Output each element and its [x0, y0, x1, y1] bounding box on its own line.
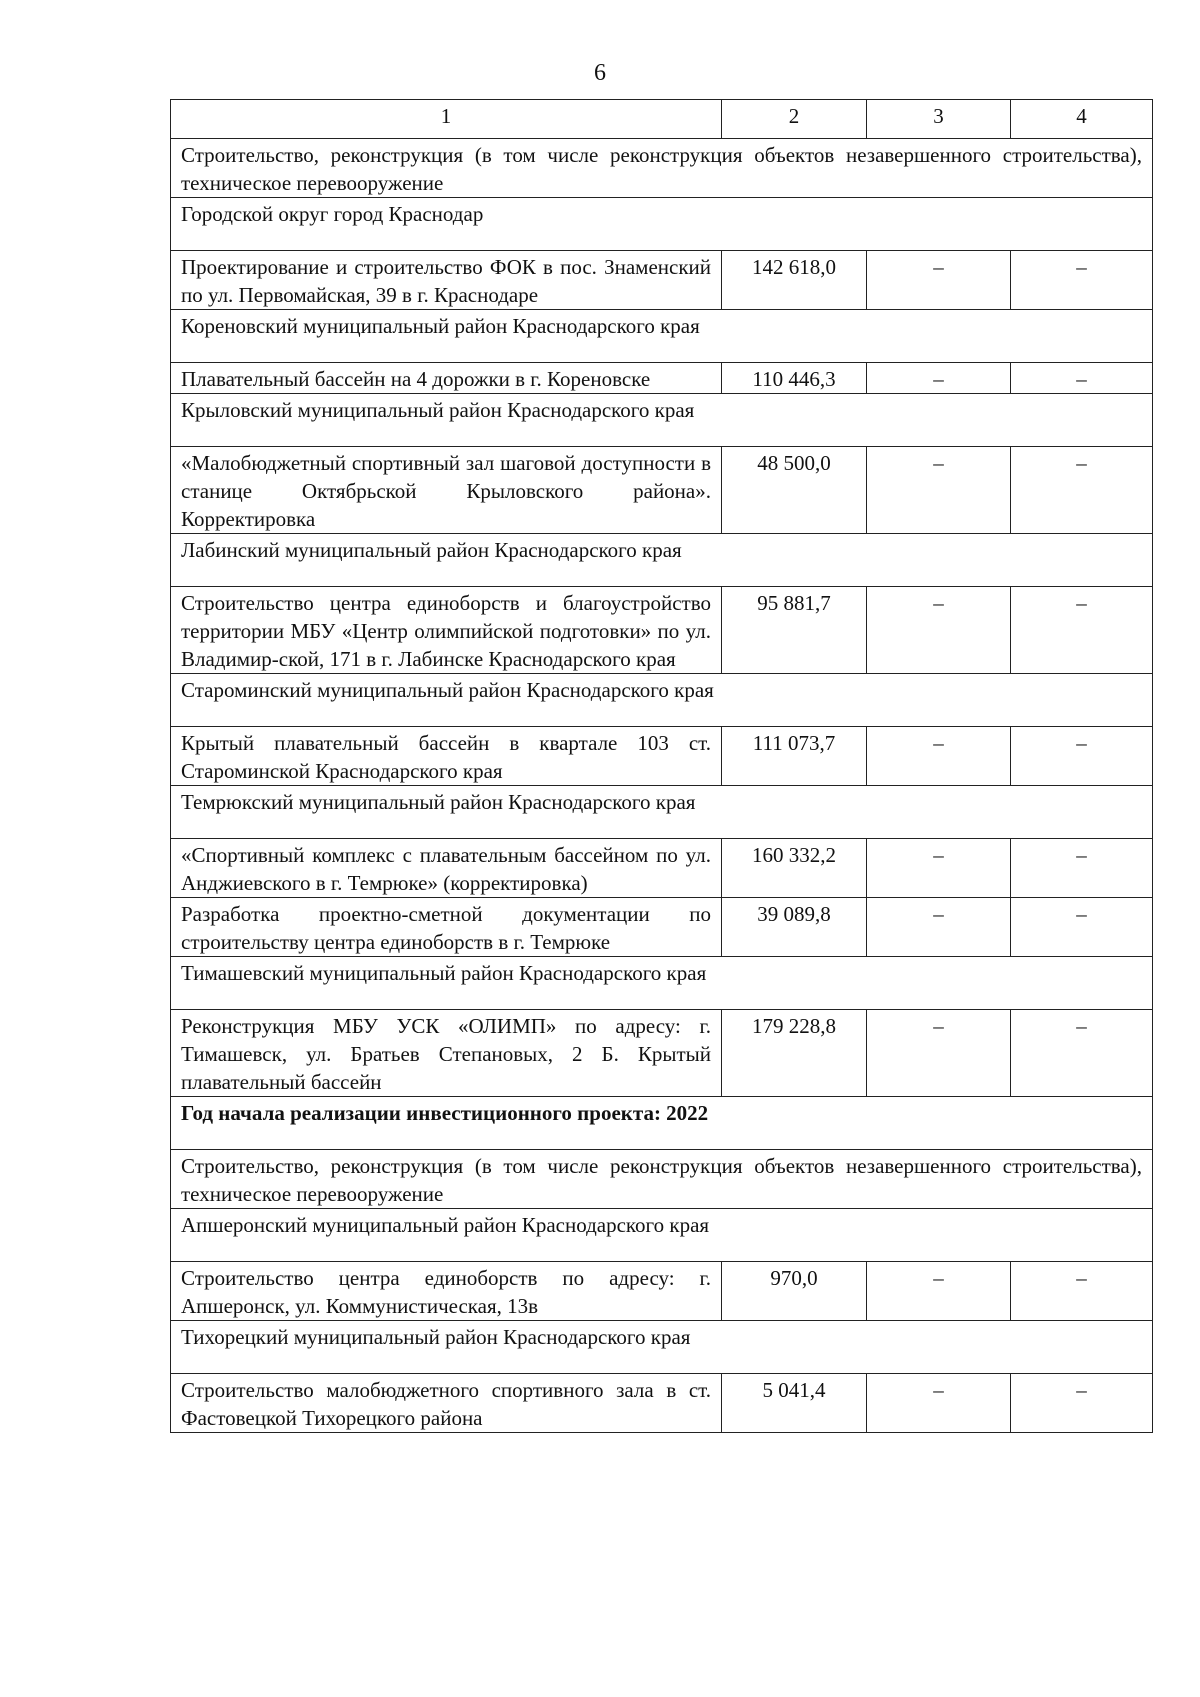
project-amount: 39 089,8 — [722, 898, 867, 957]
project-col4: – — [1011, 1010, 1153, 1097]
column-header-2: 2 — [722, 100, 867, 139]
district-row — [171, 1321, 1153, 1374]
district-title: Тихорецкий муниципальный район Краснодарского края — [171, 1321, 1153, 1374]
column-header-3: 3 — [867, 100, 1011, 139]
district-title: Кореновский муниципальный район Краснодарского края — [171, 310, 1153, 363]
project-row — [171, 1262, 1153, 1321]
project-amount: 111 073,7 — [722, 727, 867, 786]
project-col3: – — [867, 447, 1011, 534]
project-row — [171, 1010, 1153, 1097]
district-title: Крыловский муниципальный район Краснодарского края — [171, 394, 1153, 447]
project-col3: – — [867, 251, 1011, 310]
district-row — [171, 957, 1153, 1010]
project-name: Реконструкция МБУ УСК «ОЛИМП» по адресу: г. Тимашевск, ул. Братьев Степановых, 2 Б. Крытый плавательный бассейн — [171, 1010, 722, 1097]
project-row — [171, 587, 1153, 674]
project-amount: 142 618,0 — [722, 251, 867, 310]
district-title: Лабинский муниципальный район Краснодарского края — [171, 534, 1153, 587]
project-amount: 95 881,7 — [722, 587, 867, 674]
section-row — [171, 1150, 1153, 1209]
page-number: 6 — [594, 60, 606, 86]
project-col4: – — [1011, 727, 1153, 786]
section-row — [171, 139, 1153, 198]
column-header-4: 4 — [1011, 100, 1153, 139]
project-col4: – — [1011, 363, 1153, 394]
project-col4: – — [1011, 1262, 1153, 1321]
project-name: «Малобюджетный спортивный зал шаговой доступности в станице Октябрьской Крыловского района». Корректировка — [171, 447, 722, 534]
section-title: Строительство, реконструкция (в том числе реконструкция объектов незавершенного строительства), техническое перевооружение — [171, 139, 1153, 198]
district-row — [171, 534, 1153, 587]
project-name: «Спортивный комплекс с плавательным бассейном по ул. Анджиевского в г. Темрюке» (корректировка) — [171, 839, 722, 898]
project-col4: – — [1011, 251, 1153, 310]
project-col4: – — [1011, 839, 1153, 898]
district-row — [171, 674, 1153, 727]
district-row — [171, 1209, 1153, 1262]
district-title: Староминский муниципальный район Краснодарского края — [171, 674, 1153, 727]
district-row — [171, 394, 1153, 447]
project-row — [171, 251, 1153, 310]
project-row — [171, 898, 1153, 957]
project-row — [171, 839, 1153, 898]
project-row — [171, 447, 1153, 534]
project-row — [171, 363, 1153, 394]
project-name: Проектирование и строительство ФОК в пос. Знаменский по ул. Первомайская, 39 в г. Краснодаре — [171, 251, 722, 310]
project-amount: 970,0 — [722, 1262, 867, 1321]
project-amount: 179 228,8 — [722, 1010, 867, 1097]
project-name: Строительство центра единоборств по адресу: г. Апшеронск, ул. Коммунистическая, 13в — [171, 1262, 722, 1321]
project-name: Крытый плавательный бассейн в квартале 103 ст. Староминской Краснодарского края — [171, 727, 722, 786]
district-row — [171, 198, 1153, 251]
project-row — [171, 1374, 1153, 1433]
column-number-header — [171, 100, 1153, 139]
year-heading: Год начала реализации инвестиционного проекта: 2022 — [171, 1097, 1153, 1150]
project-col3: – — [867, 363, 1011, 394]
district-title: Тимашевский муниципальный район Краснодарского края — [171, 957, 1153, 1010]
project-col3: – — [867, 727, 1011, 786]
project-amount: 48 500,0 — [722, 447, 867, 534]
project-col3: – — [867, 1374, 1011, 1433]
project-name: Строительство малобюджетного спортивного зала в ст. Фастовецкой Тихорецкого района — [171, 1374, 722, 1433]
year-heading-row — [171, 1097, 1153, 1150]
column-header-1: 1 — [171, 100, 722, 139]
project-col3: – — [867, 839, 1011, 898]
project-col3: – — [867, 1262, 1011, 1321]
project-col4: – — [1011, 447, 1153, 534]
project-name: Плавательный бассейн на 4 дорожки в г. Кореновске — [171, 363, 722, 394]
project-row — [171, 727, 1153, 786]
district-row — [171, 786, 1153, 839]
project-amount: 110 446,3 — [722, 363, 867, 394]
district-row — [171, 310, 1153, 363]
district-title: Апшеронский муниципальный район Краснодарского края — [171, 1209, 1153, 1262]
district-title: Темрюкский муниципальный район Краснодарского края — [171, 786, 1153, 839]
project-amount: 160 332,2 — [722, 839, 867, 898]
project-col3: – — [867, 1010, 1011, 1097]
project-col4: – — [1011, 1374, 1153, 1433]
project-name: Строительство центра единоборств и благоустройство территории МБУ «Центр олимпийской подготовки» по ул. Владимир-ской, 171 в г. Лабинске Краснодарского края — [171, 587, 722, 674]
section-title: Строительство, реконструкция (в том числе реконструкция объектов незавершенного строительства), техническое перевооружение — [171, 1150, 1153, 1209]
project-col3: – — [867, 587, 1011, 674]
project-col4: – — [1011, 587, 1153, 674]
project-amount: 5 041,4 — [722, 1374, 867, 1433]
investment-projects-table — [170, 99, 1153, 1433]
project-col4: – — [1011, 898, 1153, 957]
project-col3: – — [867, 898, 1011, 957]
project-name: Разработка проектно-сметной документации по строительству центра единоборств в г. Темрюке — [171, 898, 722, 957]
district-title: Городской округ город Краснодар — [171, 198, 1153, 251]
